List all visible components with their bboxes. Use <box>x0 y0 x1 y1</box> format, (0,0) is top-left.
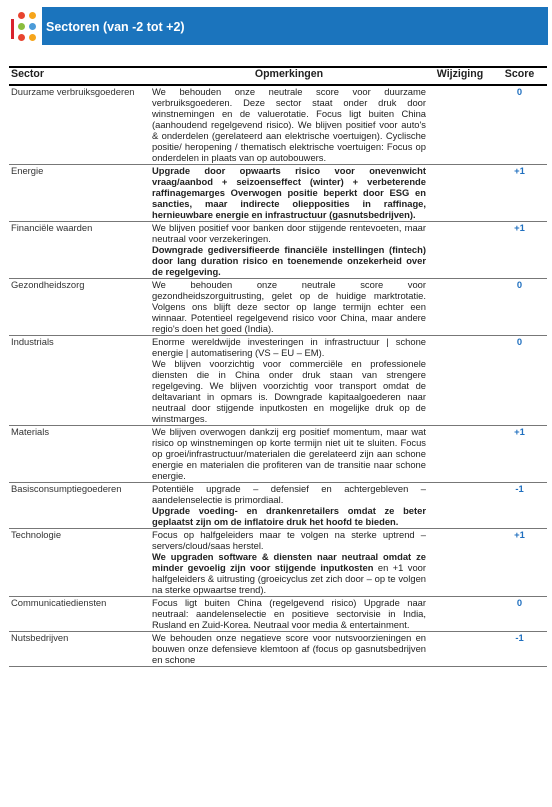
remark-highlight: We upgraden software & diensten naar neutraal omdat ze minder gevoelig zijn voor stijgende inputkosten <box>152 551 426 573</box>
sector-score: +1 <box>492 165 547 222</box>
sector-score: +1 <box>492 222 547 279</box>
sector-name: Energie <box>9 165 150 222</box>
sector-name: Gezondheidszorg <box>9 279 150 336</box>
sector-score: +1 <box>492 426 547 483</box>
sector-change <box>428 165 492 222</box>
column-header-score: Score <box>492 67 547 85</box>
remark-highlight: Upgrade door opwaarts risico voor onevenwicht vraag/aanbod + seizoenseffect (winter) + verbeterende raffinagemarges Overwogen positie beperkt door ESG en sancties, maar indirecte oliepposities in raffinage, hernieuwbare energie en infrastructuur (gasnutsbedrijven). <box>152 165 426 220</box>
sector-name: Industrials <box>9 336 150 426</box>
sector-score: 0 <box>492 597 547 632</box>
sector-score: -1 <box>492 483 547 529</box>
sector-change <box>428 529 492 597</box>
sector-change <box>428 597 492 632</box>
sector-remarks <box>150 85 428 165</box>
table-row <box>9 483 547 529</box>
sector-change <box>428 222 492 279</box>
table-row <box>9 426 547 483</box>
sector-remarks <box>150 336 428 426</box>
remark-text: Potentiële upgrade – defensief en achtergebleven – aandelenselectie is primordiaal. <box>152 483 426 505</box>
logo-dot-icon <box>29 34 36 41</box>
sector-name: Basisconsumptiegoederen <box>9 483 150 529</box>
sector-name: Materials <box>9 426 150 483</box>
table-row <box>9 336 547 426</box>
remark-text: We blijven positief voor banken door stijgende rentevoeten, maar neutraal voor verzekeringen. <box>152 222 426 244</box>
sector-change <box>428 85 492 165</box>
table-header-row <box>9 67 547 85</box>
remark-highlight: Upgrade voeding- en drankenretailers omdat ze beter geplaatst zijn om de inflatoire druk het hoofd te bieden. <box>152 505 426 527</box>
page-title: Sectoren (van -2 tot +2) <box>46 20 185 34</box>
table-row <box>9 279 547 336</box>
remark-text: We behouden onze neutrale score voor gezondheidszorguitrusting, gelet op de huidige marktrotatie. Volgens ons blijft deze sector op lange termijn echter een winnaar. Potentieel regelgevend risico voor China, maar andere regio's doen het goed (India). <box>152 279 426 334</box>
logo-dot-icon <box>18 34 25 41</box>
logo-dot-icon <box>18 23 25 30</box>
sector-remarks <box>150 597 428 632</box>
sector-remarks <box>150 222 428 279</box>
table-row <box>9 85 547 165</box>
sector-remarks <box>150 426 428 483</box>
sector-remarks <box>150 483 428 529</box>
sector-name: Duurzame verbruiksgoederen <box>9 85 150 165</box>
sector-change <box>428 426 492 483</box>
sector-change <box>428 632 492 667</box>
sector-name: Nutsbedrijven <box>9 632 150 667</box>
sector-change <box>428 279 492 336</box>
table-row <box>9 222 547 279</box>
sector-remarks <box>150 632 428 667</box>
sector-name: Financiële waarden <box>9 222 150 279</box>
remark-text: Enorme wereldwijde investeringen in infrastructuur | schone energie | automatisering (VS – EU – EM). <box>152 336 426 358</box>
remark-highlight: Downgrade gediversifieerde financiële instellingen (fintech) door lang duration risico en toenemende onzekerheid over de regelgeving. <box>152 244 426 277</box>
remark-text: We behouden onze negatieve score voor nutsvoorzieningen en bouwen onze defensieve klemtoon af (focus op gasnutsbedrijven en schone <box>152 632 426 665</box>
remark-text: Focus ligt buiten China (regelgevend risico) Upgrade naar neutraal: aandelenselectie en positieve sectorvisie in India, Rusland en Zuid-Korea. Neutraal voor media & entertainment. <box>152 597 426 630</box>
table-row <box>9 529 547 597</box>
sector-change <box>428 483 492 529</box>
logo-dot-icon <box>18 12 25 19</box>
sector-change <box>428 336 492 426</box>
column-header-change: Wijziging <box>428 67 492 85</box>
sector-remarks <box>150 279 428 336</box>
logo-dot-icon <box>29 12 36 19</box>
logo-bar-icon <box>11 19 14 39</box>
remark-text: We blijven voorzichtig voor commerciële en professionele diensten die in China onder druk staan van strengere regelgeving. We blijven voorzichtig voor transport omdat de deltavariant in opmars is. Downgrade kapitaalgoederen naar neutraal door stijgende inputkosten en mogelijke druk op de winstmarges. <box>152 358 426 424</box>
sector-score: 0 <box>492 336 547 426</box>
sector-remarks <box>150 529 428 597</box>
sector-score: +1 <box>492 529 547 597</box>
sector-remarks <box>150 165 428 222</box>
sector-score: 0 <box>492 279 547 336</box>
remark-text: en +1 voor halfgeleiders & uitrusting (groeicyclus zet zich door – op te volgen na sterke opwaartse trend). <box>152 562 426 595</box>
column-header-sector: Sector <box>9 67 150 85</box>
remark-text: We behouden onze neutrale score voor duurzame verbruiksgoederen. Deze sector staat onder druk door winstnemingen en de valuerotatie. Focus ligt buiten China (aanhoudend regelgevend risico). We blijven positief voor auto's & onderdelen (gerelateerd aan elektrische voertuigen). Cyclische positie/ heropening / thematisch elektrische voertuigen: Focus op onderdelen in plaats van op autobouwers. <box>152 86 426 163</box>
remark-text: Focus op halfgeleiders maar te volgen na sterke uptrend – servers/cloud/saas herstel. <box>152 529 426 551</box>
table-row <box>9 597 547 632</box>
table-row <box>9 632 547 667</box>
company-logo <box>8 7 42 45</box>
table-row <box>9 165 547 222</box>
sector-table <box>9 66 547 667</box>
sector-name: Communicatiediensten <box>9 597 150 632</box>
sector-score: 0 <box>492 85 547 165</box>
remark-text: We blijven overwogen dankzij erg positief momentum, maar wat risico op winstnemingen op korte termijn niet uit te sluiten. Focus op groei/infrastructuur/materialen die gerelateerd zijn aan schone energie en materialen die profiteren van de transitie naar schone energie. <box>152 426 426 481</box>
column-header-remarks: Opmerkingen <box>150 67 428 85</box>
sector-name: Technologie <box>9 529 150 597</box>
logo-dot-icon <box>29 23 36 30</box>
sector-score: -1 <box>492 632 547 667</box>
